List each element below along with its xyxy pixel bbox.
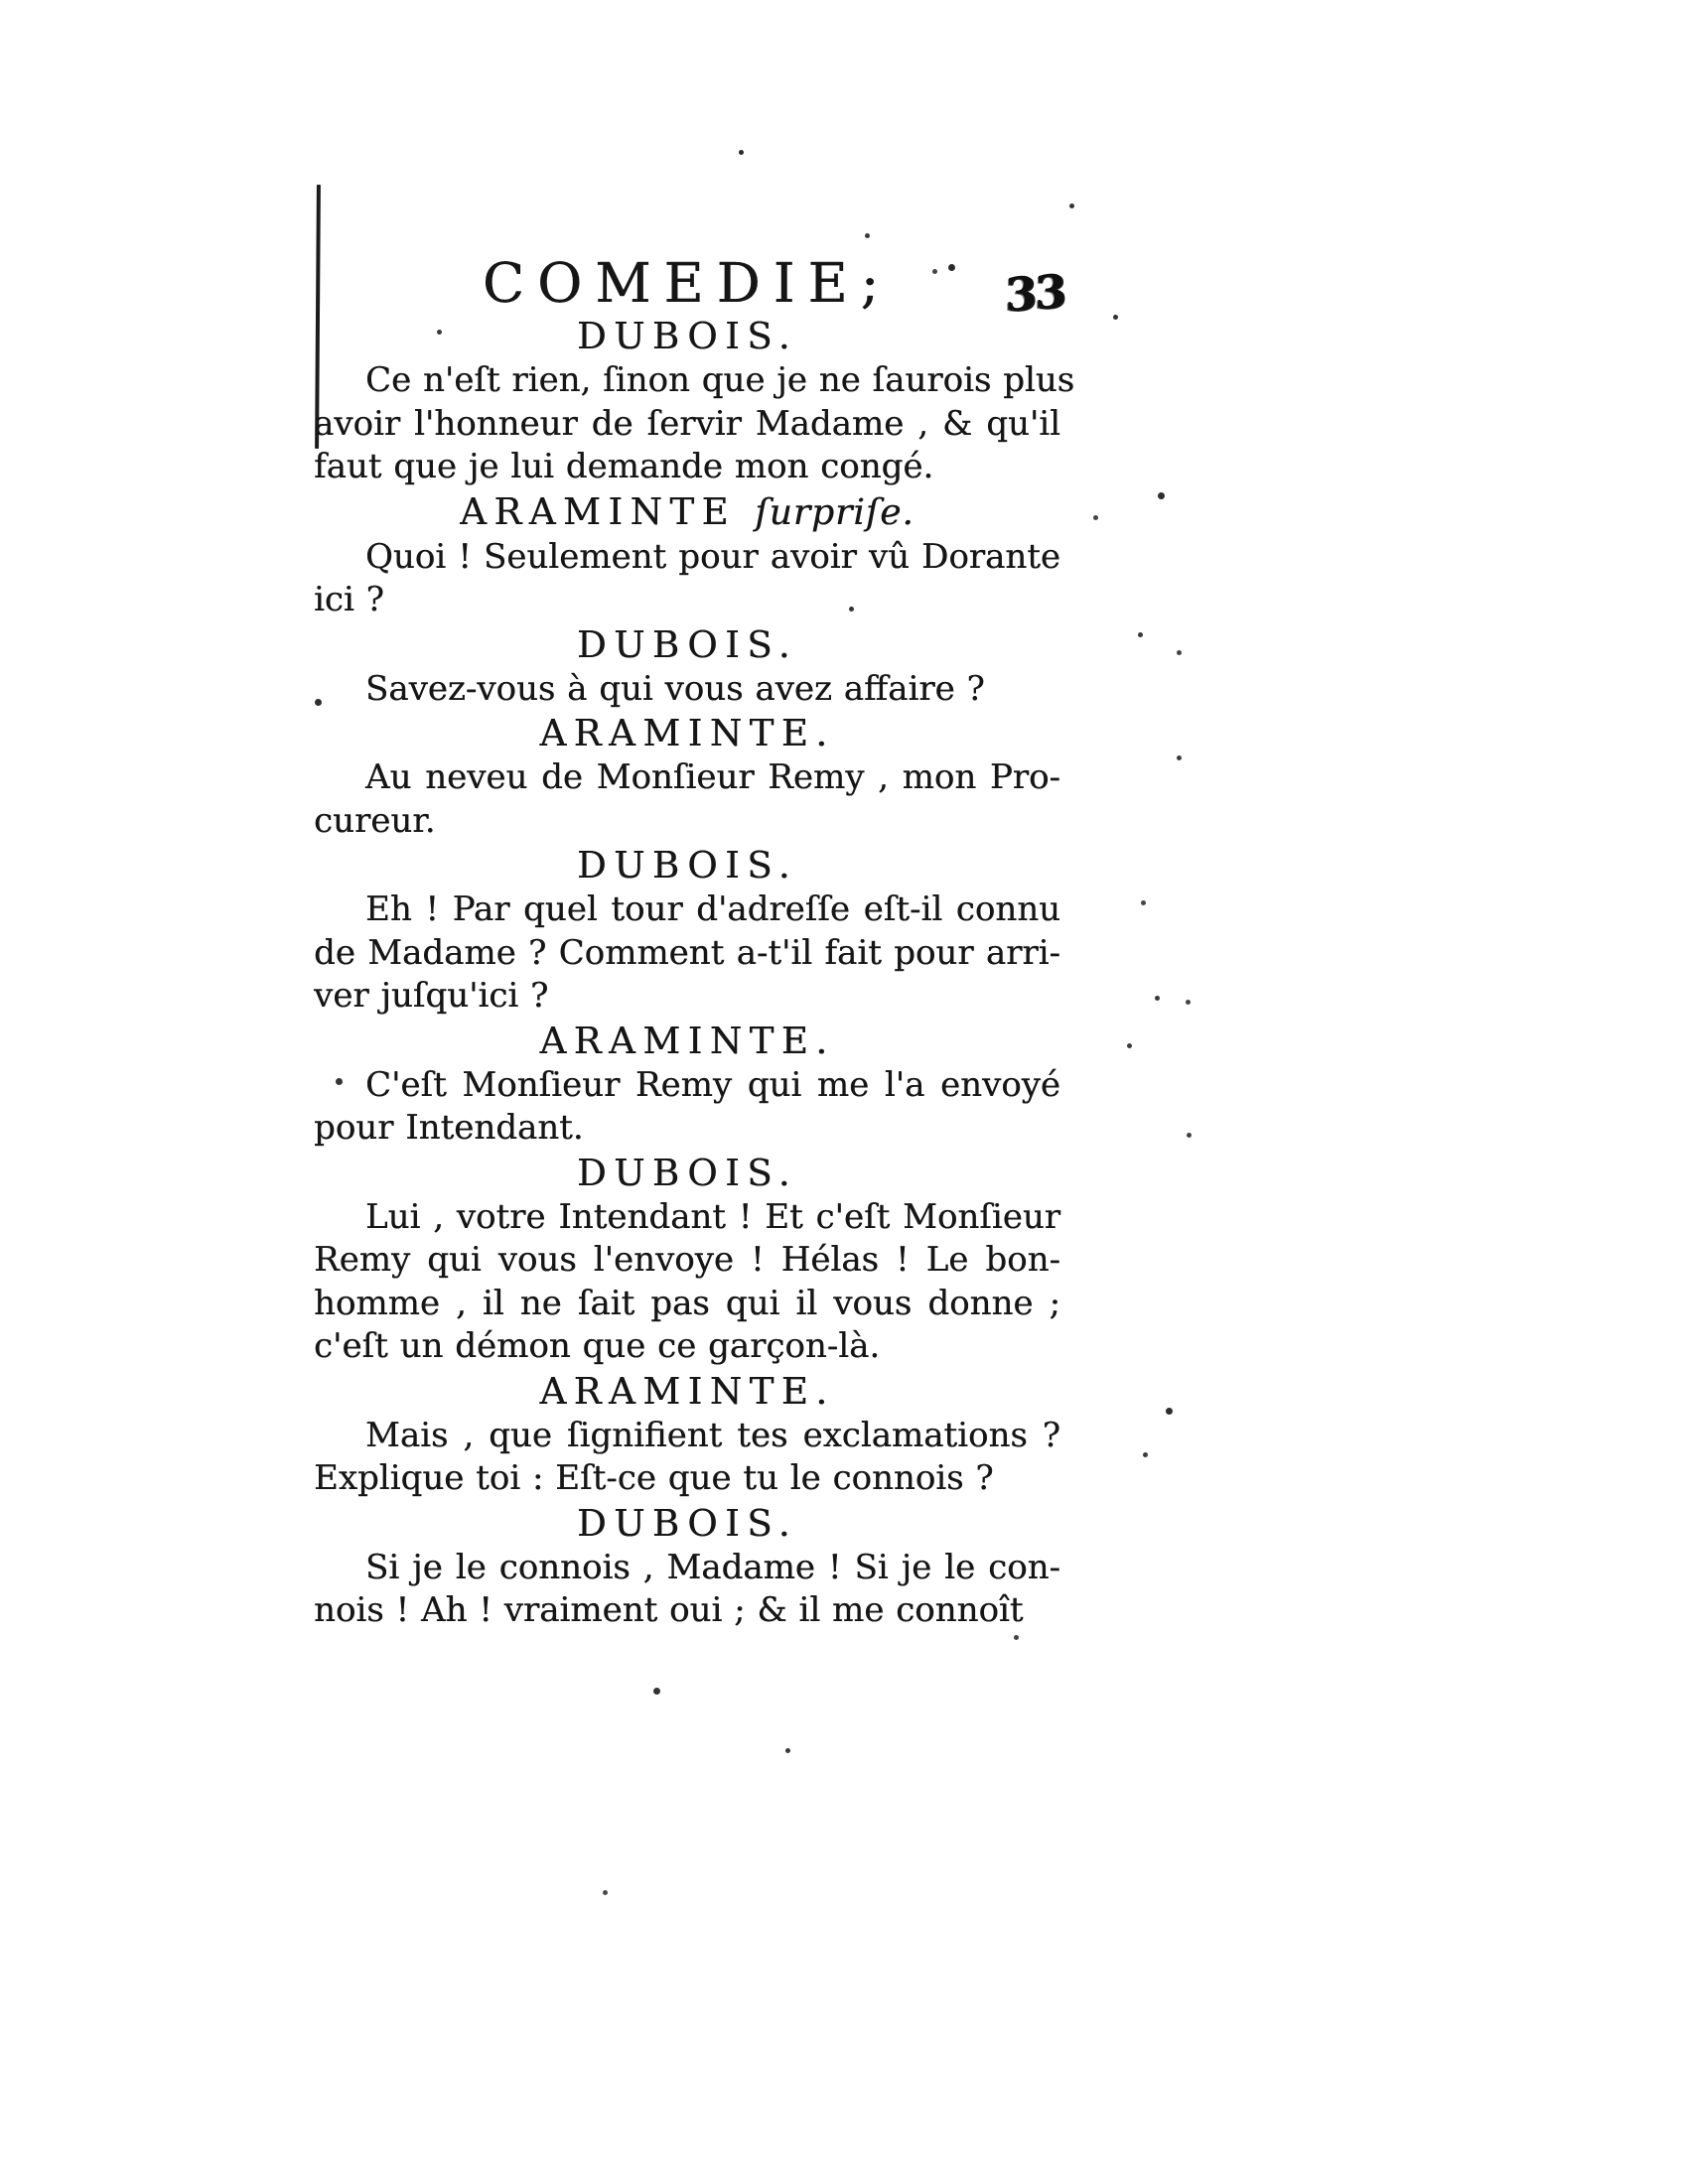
dialogue-line: faut que je lui demande mon congé. (314, 447, 934, 486)
speaker-heading: DUBOIS. (577, 315, 797, 357)
dialogue-line: avoir l'honneur de ſervir Madame , & qu'il (314, 403, 1060, 444)
running-header (314, 251, 1064, 323)
stage-direction: ſurpriſe. (755, 491, 914, 533)
text-column (314, 251, 1075, 1633)
speech-block (314, 622, 1060, 712)
dialogue-line: c'eſt un démon que ce garçon-là. (314, 1326, 881, 1366)
dialogue-line: homme , il ne ſait pas qui il vous donne ; (314, 1283, 1060, 1323)
speaker-heading: ARAMINTE. (539, 712, 835, 754)
dialogue-line: cureur. (314, 800, 436, 841)
dialogue-line: Mais , que ſignifient tes exclamations ? (365, 1415, 1060, 1455)
speaker-name: ARAMINTE (460, 489, 737, 533)
speech-block (314, 314, 1075, 489)
speech-block (314, 843, 1060, 1019)
speaker-heading: ARAMINTE. (539, 1019, 835, 1062)
speaker-heading: DUBOIS. (577, 622, 797, 666)
speaker-heading: ARAMINTE. (539, 1369, 835, 1413)
speaker-heading: DUBOIS. (577, 1151, 797, 1194)
speech-block (314, 1019, 1060, 1151)
speech-block (314, 1369, 1060, 1501)
dialogue-line: ver juſqu'ici ? (314, 976, 549, 1016)
dialogue-line: Explique toi : Eſt-ce que tu le connois ? (314, 1458, 994, 1498)
speech-block (314, 1501, 1060, 1633)
dialogue-line: Eh ! Par quel tour d'adreſſe eſt-il connu (365, 889, 1060, 929)
dialogue-line: pour Intendant. (314, 1108, 584, 1148)
speaker-heading: DUBOIS. (577, 844, 797, 887)
dialogue-line: Au neveu de Monſieur Remy , mon Pro- (365, 757, 1060, 797)
scan-specks (0, 0, 3, 3)
dialogue-line: Quoi ! Seulement pour avoir vû Dorante (365, 536, 1060, 577)
page-title: COMEDIE; (482, 251, 893, 315)
dialogue-line: nois ! Ah ! vraiment oui ; & il me connoît (314, 1590, 1024, 1630)
speech-block (314, 489, 1060, 622)
speaker-heading (314, 489, 1060, 536)
speech-block (314, 711, 1060, 843)
page-number: 33 (1005, 263, 1064, 323)
dialogue-line: Lui , votre Intendant ! Et c'eſt Monſieur (365, 1196, 1060, 1237)
speaker-heading: DUBOIS. (577, 1501, 797, 1545)
dialogue-line: Savez-vous à qui vous avez affaire ? (365, 668, 985, 709)
dialogue-line: Remy qui vous l'envoye ! Hélas ! Le bon- (314, 1240, 1060, 1280)
dialogue-line: ici ? (314, 580, 384, 619)
dialogue-line: Si je le connois , Madame ! Si je le con- (365, 1547, 1060, 1587)
speech-block (314, 1151, 1060, 1369)
dialogue-line: Ce n'eſt rien, ſinon que je ne ſaurois plus (365, 360, 1075, 400)
dialogue-line: de Madame ? Comment a-t'il fait pour arri- (314, 932, 1060, 973)
dialogue-line: C'eſt Monſieur Remy qui me l'a envoyé (365, 1064, 1060, 1105)
